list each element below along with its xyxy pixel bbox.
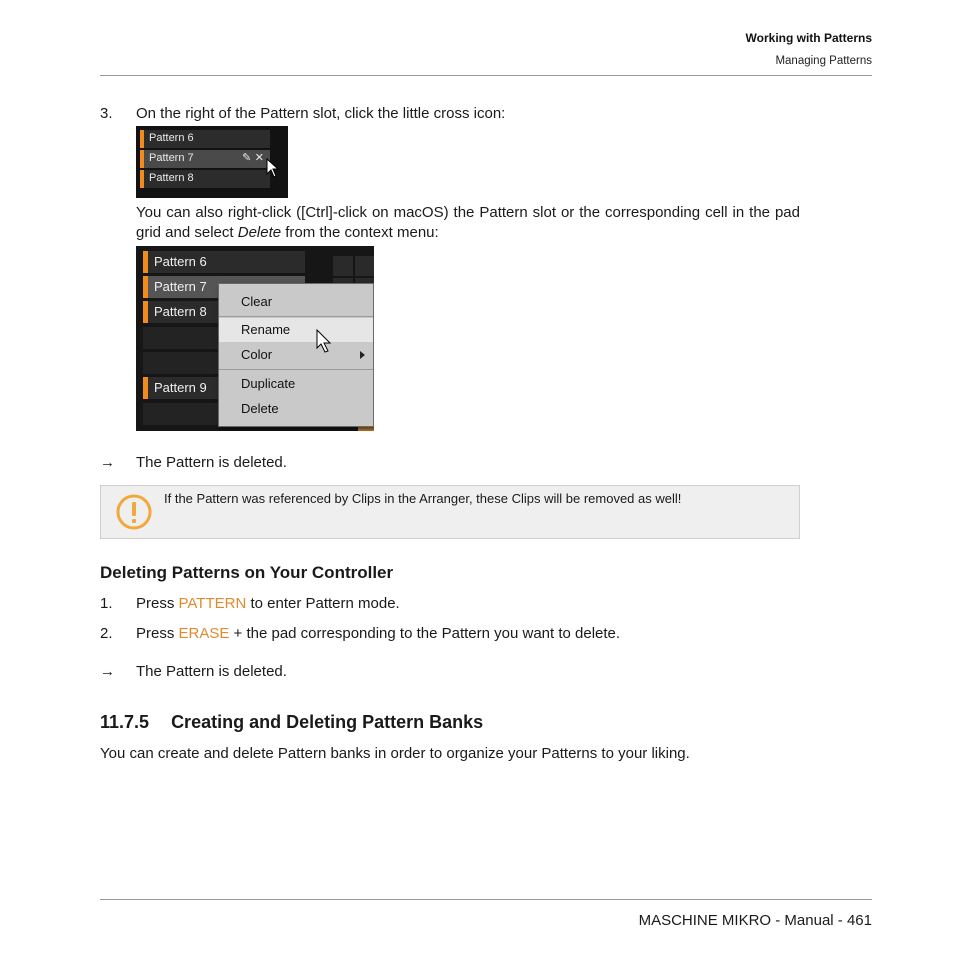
- menu-item-clear[interactable]: Clear: [241, 294, 273, 309]
- menu-item-rename[interactable]: Rename: [219, 318, 373, 342]
- section-number: 11.7.5: [100, 712, 150, 732]
- running-header-section: Working with Patterns: [745, 31, 872, 45]
- pattern-slot[interactable]: [140, 170, 270, 188]
- controller-step-2-number: 2.: [100, 625, 113, 642]
- submenu-arrow-icon: [360, 351, 365, 359]
- context-menu: [218, 283, 374, 427]
- step-3-text: On the right of the Pattern slot, click the little cross icon:: [136, 105, 506, 122]
- running-header-subsection: Managing Patterns: [775, 55, 872, 67]
- erase-key-label: ERASE: [178, 625, 230, 642]
- mouse-cursor-icon: [316, 329, 332, 353]
- controller-step-2-text: Press ERASE + the pad corresponding to the Pattern you want to delete.: [136, 625, 621, 642]
- footer-rule: [100, 899, 872, 900]
- pattern-color-bar: [143, 251, 148, 273]
- pattern-slot-label: Pattern 8: [149, 172, 194, 184]
- pattern-slot[interactable]: [143, 251, 305, 273]
- menu-item-color[interactable]: Color: [219, 343, 373, 367]
- pattern-color-bar: [143, 301, 148, 323]
- pattern-slot-label: Pattern 9: [154, 380, 207, 395]
- controller-result-text: The Pattern is deleted.: [136, 663, 287, 680]
- pencil-icon[interactable]: ✎: [242, 151, 252, 164]
- section-title: Creating and Deleting Pattern Banks: [171, 712, 484, 732]
- controller-step-1-text: Press PATTERN to enter Pattern mode.: [136, 595, 400, 612]
- menu-separator: [219, 369, 373, 370]
- pad-grid-cell: [355, 256, 374, 276]
- pattern-slot-label: Pattern 7: [149, 152, 194, 164]
- result-arrow: →: [100, 454, 115, 471]
- warning-icon: [115, 493, 153, 531]
- pattern-slot-label: Pattern 6: [154, 254, 207, 269]
- warning-note: [100, 485, 800, 539]
- section-heading: [100, 712, 483, 733]
- pattern-slot-label: Pattern 8: [154, 304, 207, 319]
- menu-item-delete[interactable]: Delete: [241, 401, 279, 416]
- pattern-color-bar: [140, 130, 144, 148]
- pattern-color-bar: [140, 150, 144, 168]
- pattern-slot[interactable]: [140, 130, 270, 148]
- controller-result-arrow: →: [100, 663, 115, 680]
- pattern-slots-screenshot: [136, 126, 288, 198]
- menu-item-duplicate[interactable]: Duplicate: [241, 376, 296, 391]
- pattern-slot-selected[interactable]: [140, 150, 270, 168]
- pad-grid-cell: [333, 256, 353, 276]
- page-footer: MASCHINE MIKRO - Manual - 461: [638, 912, 872, 929]
- controller-heading: Deleting Patterns on Your Controller: [100, 563, 394, 582]
- menu-separator: [219, 316, 373, 317]
- controller-step-1-number: 1.: [100, 595, 113, 612]
- slot-tools: [242, 151, 264, 164]
- context-menu-screenshot: [136, 246, 374, 431]
- warning-note-text: If the Pattern was referenced by Clips in the Arranger, these Clips will be removed as well!: [164, 491, 682, 506]
- pattern-key-label: PATTERN: [178, 595, 247, 612]
- pattern-slot-label: Pattern 7: [154, 279, 207, 294]
- pattern-slot-label: Pattern 6: [149, 132, 194, 144]
- right-click-paragraph: You can also right-click ([Ctrl]-click on macOS) the Pattern slot or the corresponding cell in the pad grid and select Delete from the context menu:: [136, 204, 800, 241]
- delete-emphasis: Delete: [237, 224, 282, 241]
- mouse-cursor-icon: [266, 158, 280, 178]
- pattern-color-bar: [143, 377, 148, 399]
- pattern-color-bar: [140, 170, 144, 188]
- result-text: The Pattern is deleted.: [136, 454, 287, 471]
- header-rule: [100, 75, 872, 76]
- step-3-number: 3.: [100, 105, 113, 122]
- close-icon[interactable]: ✕: [254, 151, 264, 164]
- pattern-color-bar: [143, 276, 148, 298]
- section-body: You can create and delete Pattern banks in order to organize your Patterns to your liking.: [100, 745, 690, 762]
